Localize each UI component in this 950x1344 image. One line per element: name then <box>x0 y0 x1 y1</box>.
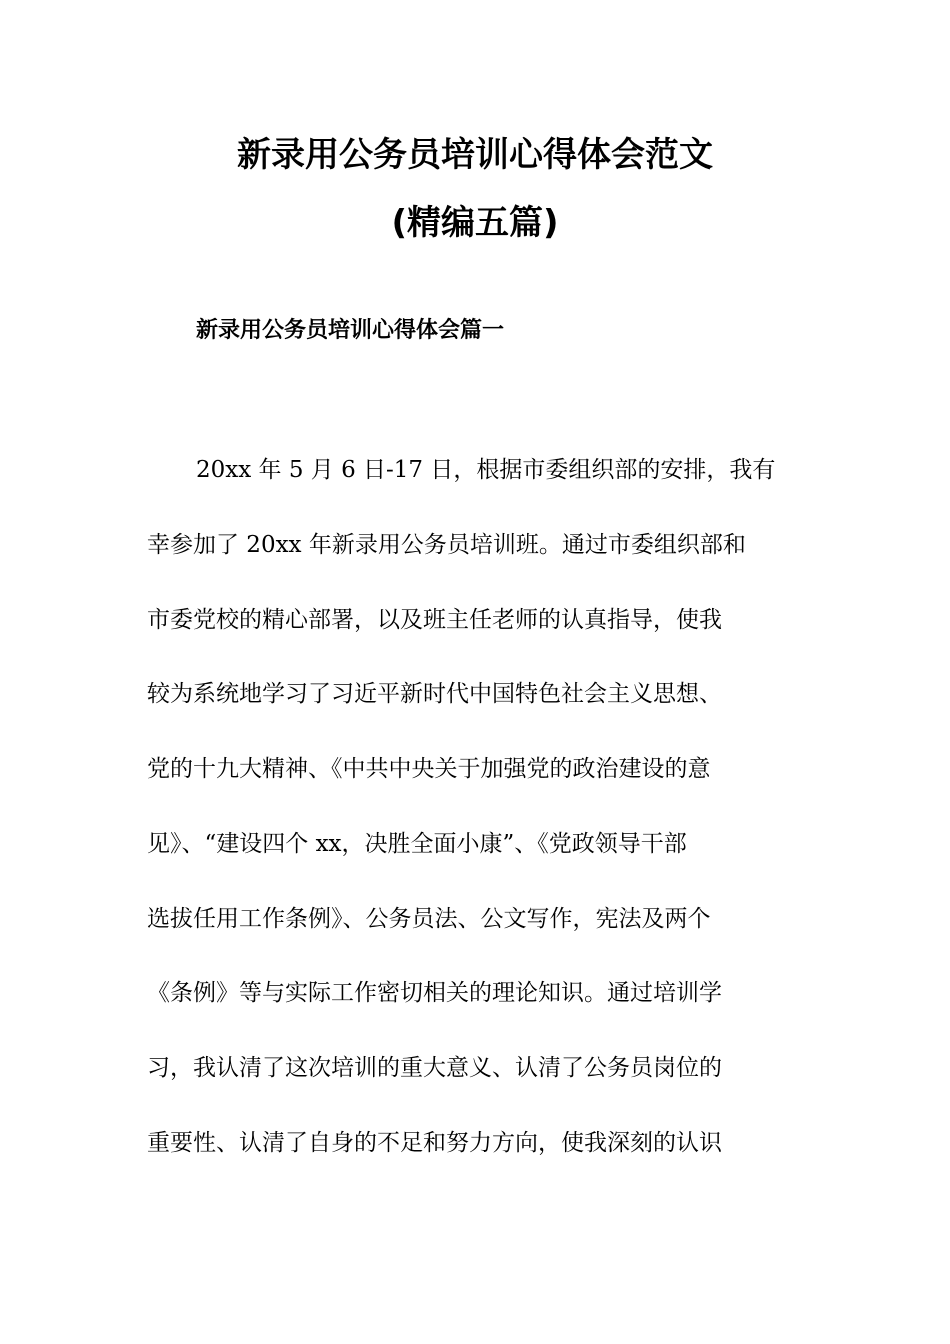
paragraph-line: 选拔任用工作条例》、公务员法、公文写作，宪法及两个 <box>147 906 711 932</box>
paragraph-line: 见》、“建设四个 xx，决胜全面小康”、《党政领导干部 <box>147 831 687 857</box>
paragraph-line: 习，我认清了这次培训的重大意义、认清了公务员岗位的 <box>147 1055 722 1081</box>
paragraph-line: 较为系统地学习了习近平新时代中国特色社会主义思想、 <box>147 681 722 707</box>
paragraph-line: 市委党校的精心部署，以及班主任老师的认真指导，使我 <box>147 607 722 633</box>
paragraph-line: 党的十九大精神、《中共中央关于加强党的政治建设的意 <box>147 756 711 782</box>
paragraph-line: 20xx 年 5 月 6 日-17 日，根据市委组织部的安排，我有 <box>196 457 776 483</box>
paragraph-line: 幸参加了 20xx 年新录用公务员培训班。通过市委组织部和 <box>147 532 746 558</box>
document-title-line-2: (精编五篇) <box>391 203 559 243</box>
section-heading: 新录用公务员培训心得体会篇一 <box>196 318 505 343</box>
paragraph-line: 《条例》等与实际工作密切相关的理论知识。通过培训学 <box>147 980 722 1006</box>
document-title-line-1: 新录用公务员培训心得体会范文 <box>237 135 713 175</box>
paragraph-line: 重要性、认清了自身的不足和努力方向，使我深刻的认识 <box>147 1130 722 1156</box>
